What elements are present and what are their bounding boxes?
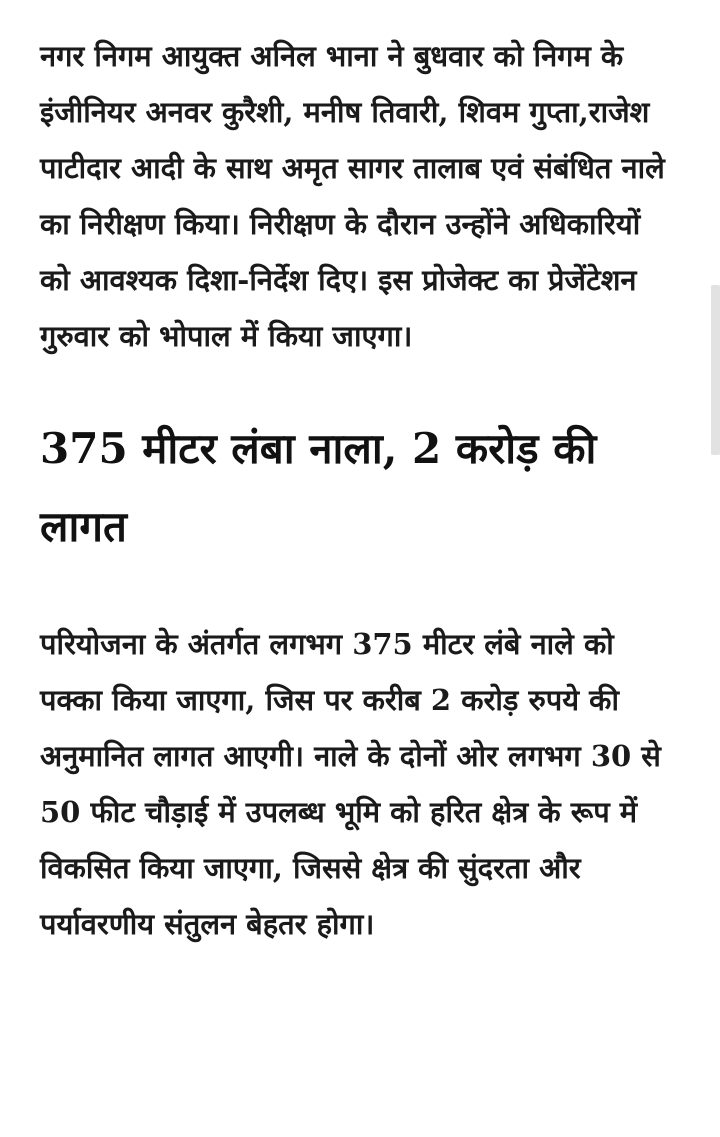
article-paragraph-2: परियोजना के अंतर्गत लगभग 375 मीटर लंबे नाले को पक्का किया जाएगा, जिस पर करीब 2 करोड़ रुपये की अनुमानित लागत आएगी। नाले के दोनों ओर लगभग 30 से 50 फीट चौड़ाई में उपलब्ध भूमि को हरित क्षेत्र के रूप में विकसित किया जाएगा, जिससे क्षेत्र की सुंदरता और पर्यावरणीय संतुलन बेहतर होगा। [40, 627, 661, 941]
article-subheading: 375 मीटर लंबा नाला, 2 करोड़ की लागत [40, 424, 597, 551]
scrollbar-thumb[interactable] [711, 285, 720, 455]
article-body [40, 28, 680, 952]
article-paragraph-1: नगर निगम आयुक्त अनिल भाना ने बुधवार को निगम के इंजीनियर अनवर कुरैशी, मनीष तिवारी, शिवम गुप्ता,राजेश पाटीदार आदी के साथ अमृत सागर तालाब एवं संबंधित नाले का निरीक्षण किया। निरीक्षण के दौरान उन्होंने अधिकारियों को आवश्यक दिशा-निर्देश दिए। इस प्रोजेक्ट का प्रेजेंटेशन गुरुवार को भोपाल में किया जाएगा। [40, 39, 665, 353]
